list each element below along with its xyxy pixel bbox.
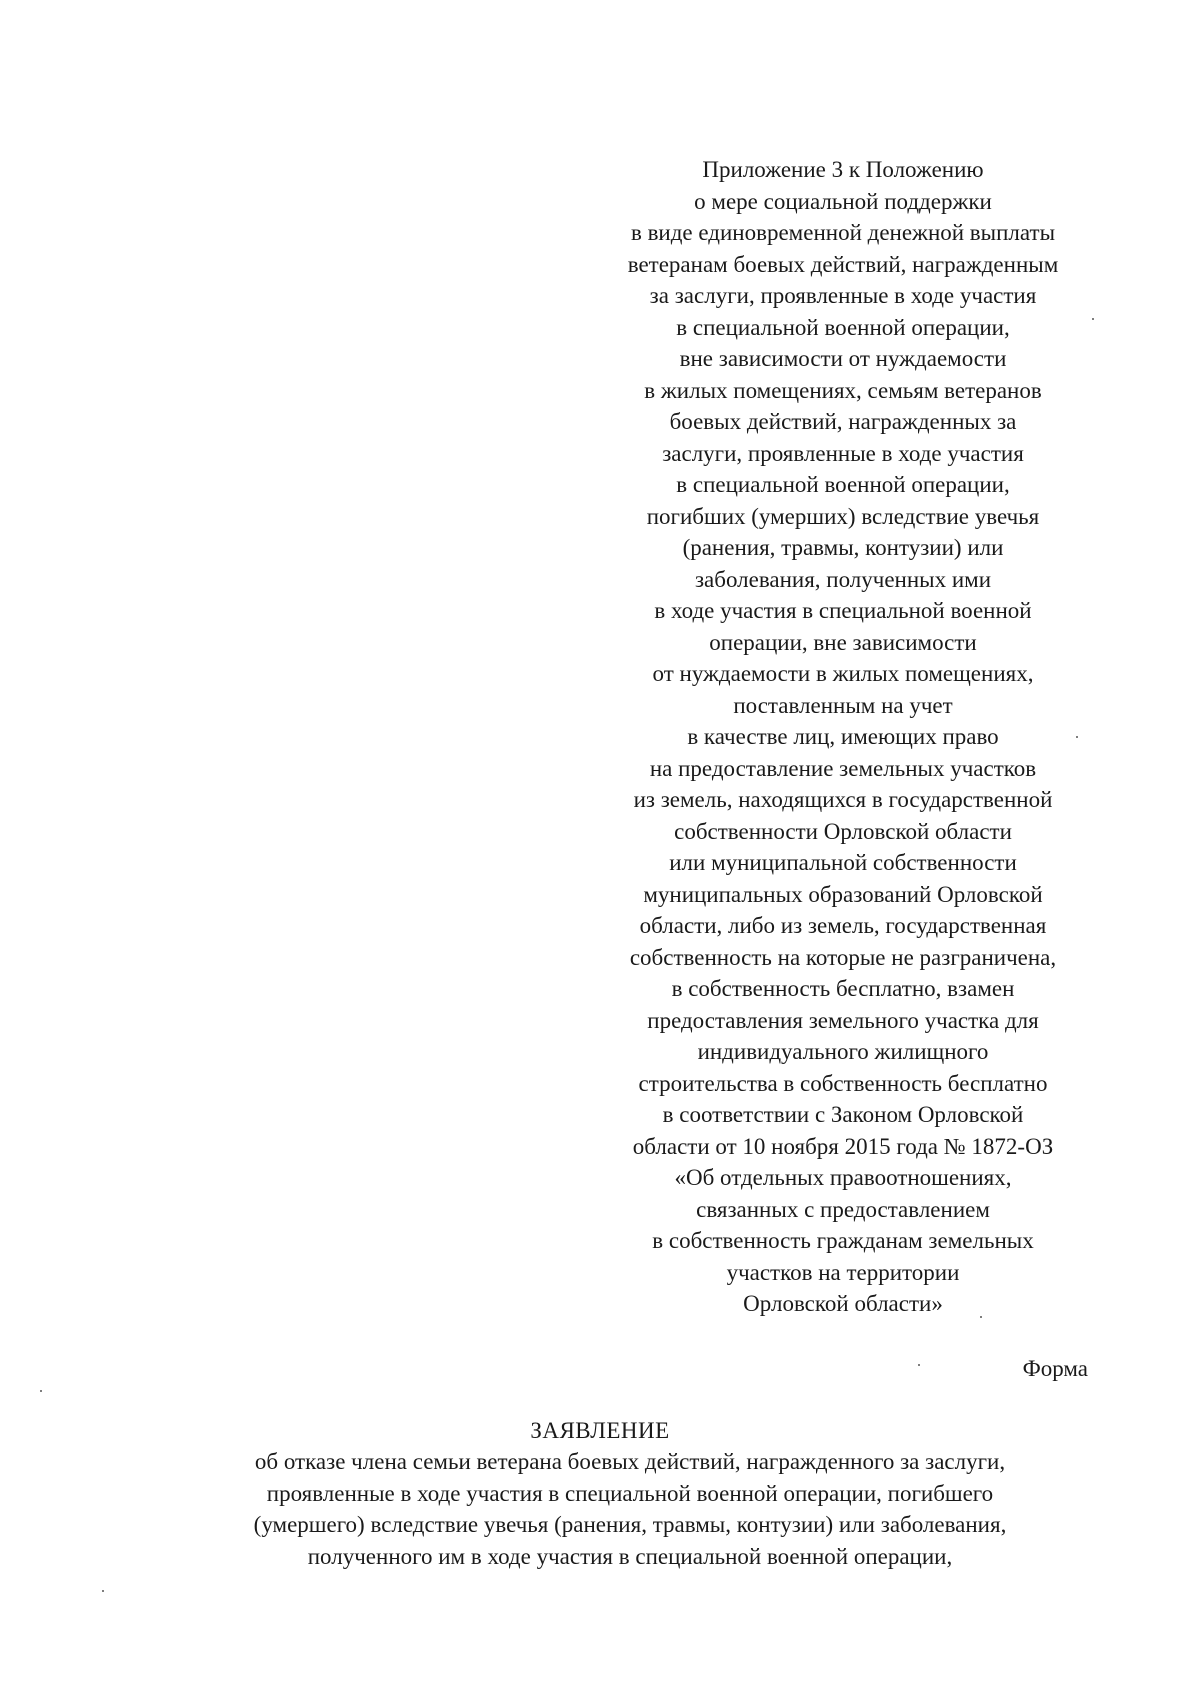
appendix-line: или муниципальной собственности [669,850,1017,875]
scan-speck [1076,736,1078,738]
statement-body [140,1446,1120,1572]
appendix-line: в жилых помещениях, семьям ветеранов [644,377,1042,403]
statement-title: ЗАЯВЛЕНИЕ [530,1418,670,1443]
appendix-line: собственность на которые не разграничена, [629,944,1057,970]
appendix-line: вне зависимости от нуждаемости [679,346,1007,371]
appendix-line: (ранения, травмы, контузии) или [682,535,1004,560]
form-label: Форма [1022,1356,1088,1381]
appendix-line: поставленным на учет [733,692,953,718]
appendix-line: о мере социальной поддержки [694,188,992,214]
appendix-line: «Об отдельных правоотношениях, [674,1165,1012,1190]
appendix-line: в специальной военной операции, [676,472,1010,497]
appendix-line: ветеранам боевых действий, награжденным [627,251,1059,277]
appendix-line: участков на территории [726,1259,960,1285]
appendix-line: индивидуального жилищного [697,1039,989,1064]
appendix-line: заслуги, проявленные в ходе участия [662,440,1024,466]
appendix-line: в качестве лиц, имеющих право [687,724,999,749]
appendix-line: в собственность гражданам земельных [652,1228,1034,1253]
appendix-line: от нуждаемости в жилых помещениях, [652,661,1034,686]
appendix-line: в собственность бесплатно, взамен [671,976,1015,1001]
appendix-line: операции, вне зависимости [709,629,977,655]
appendix-line: заболевания, полученных ими [694,566,992,592]
appendix-line: Орловской области» [743,1291,943,1316]
scan-speck [40,1390,42,1392]
appendix-line: из земель, находящихся в государственной [633,787,1053,812]
appendix-line: предоставления земельного участка для [647,1007,1039,1033]
scan-speck [1092,318,1094,320]
statement-line: (умершего) вследствие увечья (ранения, травмы, контузии) или заболевания, [253,1512,1007,1537]
appendix-line: муниципальных образований Орловской [643,881,1043,907]
appendix-line: в ходе участия в специальной военной [654,598,1032,623]
appendix-line: в специальной военной операции, [676,314,1010,340]
appendix-line: собственности Орловской области [674,818,1012,844]
scan-speck [980,1316,982,1318]
appendix-line: строительства в собственность бесплатно [638,1070,1048,1096]
appendix-line: Приложение 3 к Положению [702,157,984,182]
statement-line: проявленные в ходе участия в специальной военной операции, погибшего [266,1480,994,1506]
appendix-line: погибших (умерших) вследствие увечья [646,503,1040,529]
appendix-line: связанных с предоставлением [696,1196,990,1222]
scan-speck [918,1364,920,1366]
scan-speck [102,1590,104,1592]
appendix-line: в виде единовременной денежной выплаты [630,220,1056,245]
appendix-line: за заслуги, проявленные в ходе участия [649,283,1037,308]
appendix-line: боевых действий, награжденных за [669,409,1017,434]
appendix-header [560,154,1126,1320]
statement-line: полученного им в ходе участия в специальной военной операции, [307,1543,953,1569]
appendix-line: области, либо из земель, государственная [639,913,1047,938]
appendix-line: в соответствии с Законом Орловской [662,1102,1024,1127]
appendix-line: области от 10 ноября 2015 года № 1872-ОЗ [632,1133,1054,1159]
statement-line: об отказе члена семьи ветерана боевых действий, награжденного за заслуги, [254,1449,1006,1474]
appendix-line: на предоставление земельных участков [649,755,1037,781]
